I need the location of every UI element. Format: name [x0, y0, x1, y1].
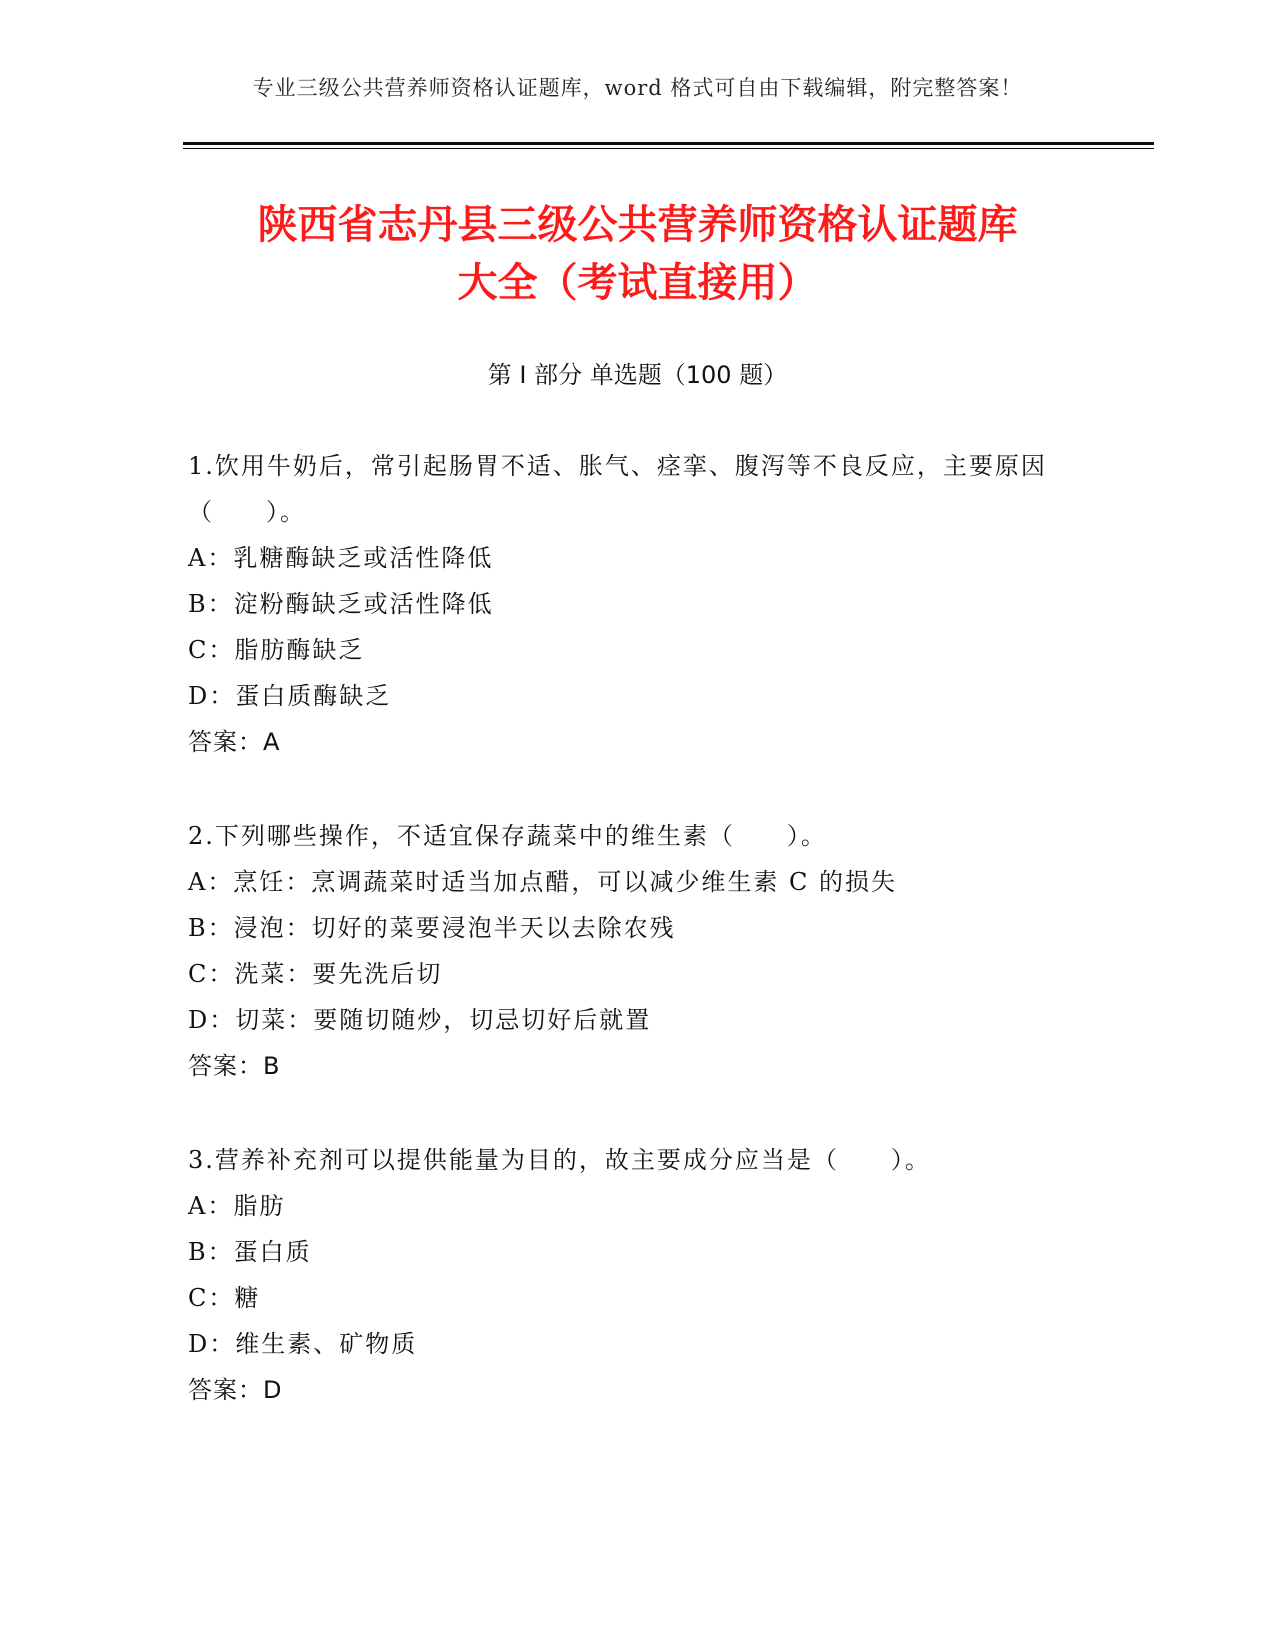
option-a: A：脂肪 — [188, 1192, 286, 1220]
answer: 答案：D — [188, 1376, 283, 1404]
document-title-line-1: 陕西省志丹县三级公共营养师资格认证题库 — [257, 202, 1018, 248]
header-rule-thin — [183, 148, 1154, 149]
question-stem: 3.营养补充剂可以提供能量为目的，故主要成分应当是（ ）。 — [188, 1146, 931, 1174]
page-header: 专业三级公共营养师资格认证题库，word 格式可自由下载编辑，附完整答案！ — [252, 76, 1023, 100]
option-d: D：切菜：要随切随炒，切忌切好后就置 — [188, 1006, 652, 1034]
section-title: 第 I 部分 单选题（100 题） — [487, 361, 788, 389]
question-2 — [188, 813, 1068, 1089]
option-b: B：淀粉酶缺乏或活性降低 — [188, 590, 494, 618]
question-stem: 1.饮用牛奶后，常引起肠胃不适、胀气、痉挛、腹泻等不良反应，主要原因（ ）。 — [188, 452, 1047, 526]
question-list — [188, 443, 1068, 1461]
question-3 — [188, 1137, 1068, 1413]
answer: 答案：B — [188, 1052, 281, 1080]
option-b: B：浸泡：切好的菜要浸泡半天以去除农残 — [188, 914, 676, 942]
question-1 — [188, 443, 1068, 765]
option-a: A：乳糖酶缺乏或活性降低 — [188, 544, 494, 572]
option-c: C：洗菜：要先洗后切 — [188, 960, 443, 988]
option-a: A：烹饪：烹调蔬菜时适当加点醋，可以减少维生素 C 的损失 — [188, 868, 897, 896]
document-title — [0, 196, 1275, 312]
header-rule-thick — [183, 142, 1154, 145]
option-c: C：糖 — [188, 1284, 261, 1312]
question-stem: 2.下列哪些操作，不适宜保存蔬菜中的维生素（ ）。 — [188, 822, 827, 850]
option-c: C：脂肪酶缺乏 — [188, 636, 365, 664]
document-title-line-2: 大全（考试直接用） — [457, 260, 818, 306]
option-d: D：蛋白质酶缺乏 — [188, 682, 392, 710]
option-d: D：维生素、矿物质 — [188, 1330, 418, 1358]
option-b: B：蛋白质 — [188, 1238, 312, 1266]
answer: 答案：A — [188, 728, 281, 756]
